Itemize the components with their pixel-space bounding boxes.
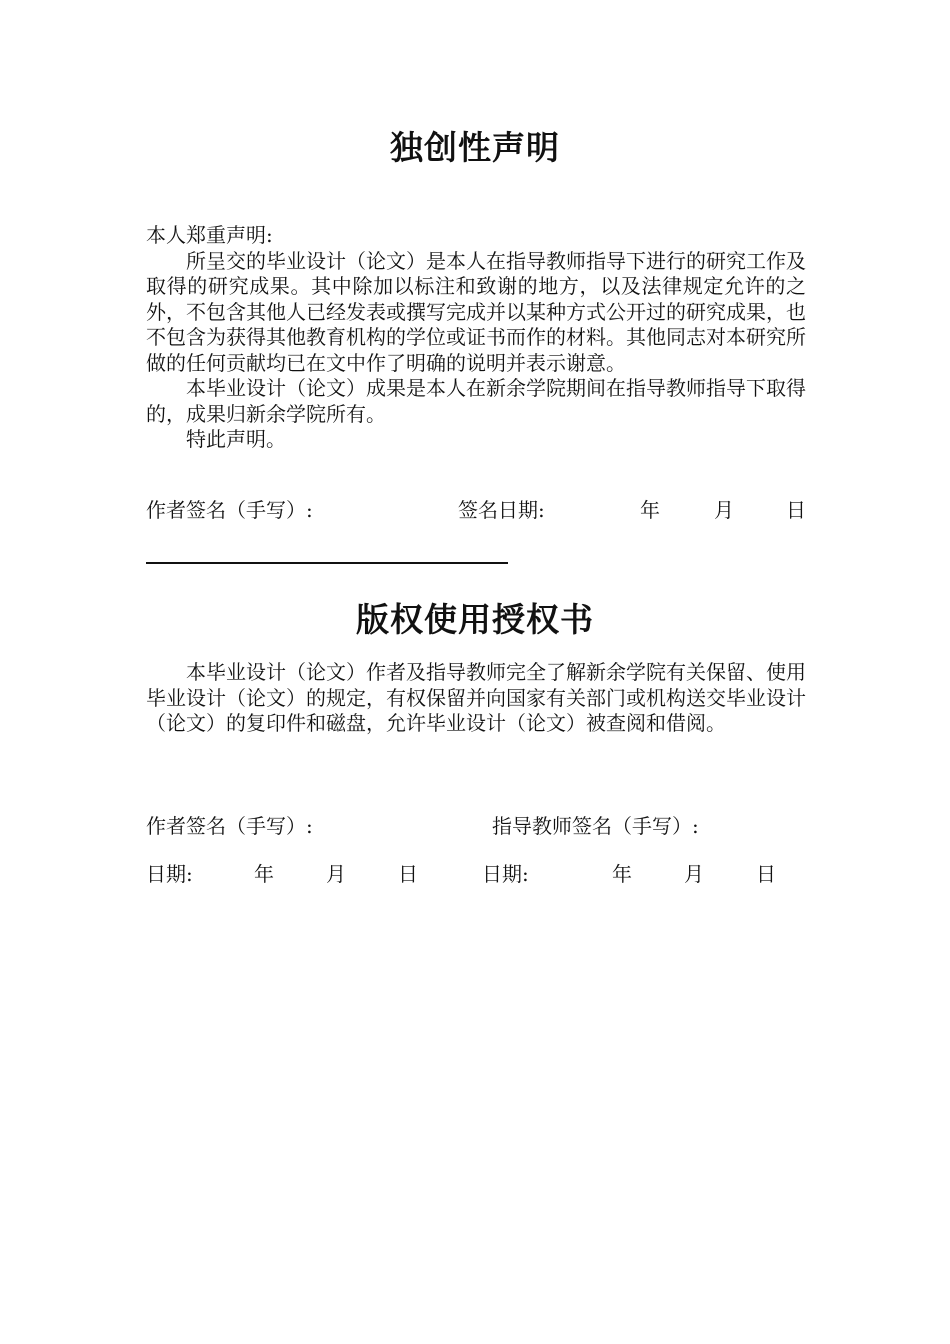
authorization-paragraph: 本毕业设计（论文）作者及指导教师完全了解新余学院有关保留、使用毕业设计（论文）的规定，有权保留并向国家有关部门或机构送交毕业设计（论文）的复印件和磁盘，允许毕业设计（论文）被查阅和借阅。 xyxy=(146,660,806,735)
date-month-label: 月 xyxy=(714,498,734,522)
authorization-title: 版权使用授权书 xyxy=(356,600,594,639)
sign-date-label: 签名日期: xyxy=(458,498,545,522)
declaration-paragraph-2: 本毕业设计（论文）成果是本人在新余学院期间在指导教师指导下取得的，成果归新余学院所有。 xyxy=(146,376,806,426)
author-date-label: 日期: xyxy=(146,862,193,886)
authorization-signature-row xyxy=(146,812,806,840)
declaration-paragraph-1: 所呈交的毕业设计（论文）是本人在指导教师指导下进行的研究工作及取得的研究成果。其中除加以标注和致谢的地方，以及法律规定允许的之外，不包含其他人已经发表或撰写完成并以某种方式公开过的研究成果，也不包含为获得其他教育机构的学位或证书而作的材料。其他同志对本研究所做的任何贡献均已在文中作了明确的说明并表示谢意。 xyxy=(146,248,806,375)
declaration-salutation: 本人郑重声明: xyxy=(146,223,273,247)
advisor-date-label: 日期: xyxy=(482,862,529,886)
advisor-date-year: 年 xyxy=(612,862,632,886)
declaration-title: 独创性声明 xyxy=(390,128,560,167)
author-date-year: 年 xyxy=(254,862,274,886)
date-day-label: 日 xyxy=(786,498,806,522)
author-signature-label: 作者签名（手写）: xyxy=(146,814,313,838)
author-date-day: 日 xyxy=(398,862,418,886)
declaration-body xyxy=(146,223,806,453)
author-date-month: 月 xyxy=(326,862,346,886)
author-signature-label: 作者签名（手写）: xyxy=(146,498,313,522)
date-year-label: 年 xyxy=(640,498,660,522)
declaration-signature-row xyxy=(146,496,806,524)
advisor-date-day: 日 xyxy=(756,862,776,886)
authorization-date-row xyxy=(146,860,806,888)
advisor-signature-label: 指导教师签名（手写）: xyxy=(492,814,699,838)
authorization-body xyxy=(146,660,806,737)
advisor-date-month: 月 xyxy=(684,862,704,886)
section-divider xyxy=(146,562,508,564)
declaration-closing: 特此声明。 xyxy=(186,427,286,451)
